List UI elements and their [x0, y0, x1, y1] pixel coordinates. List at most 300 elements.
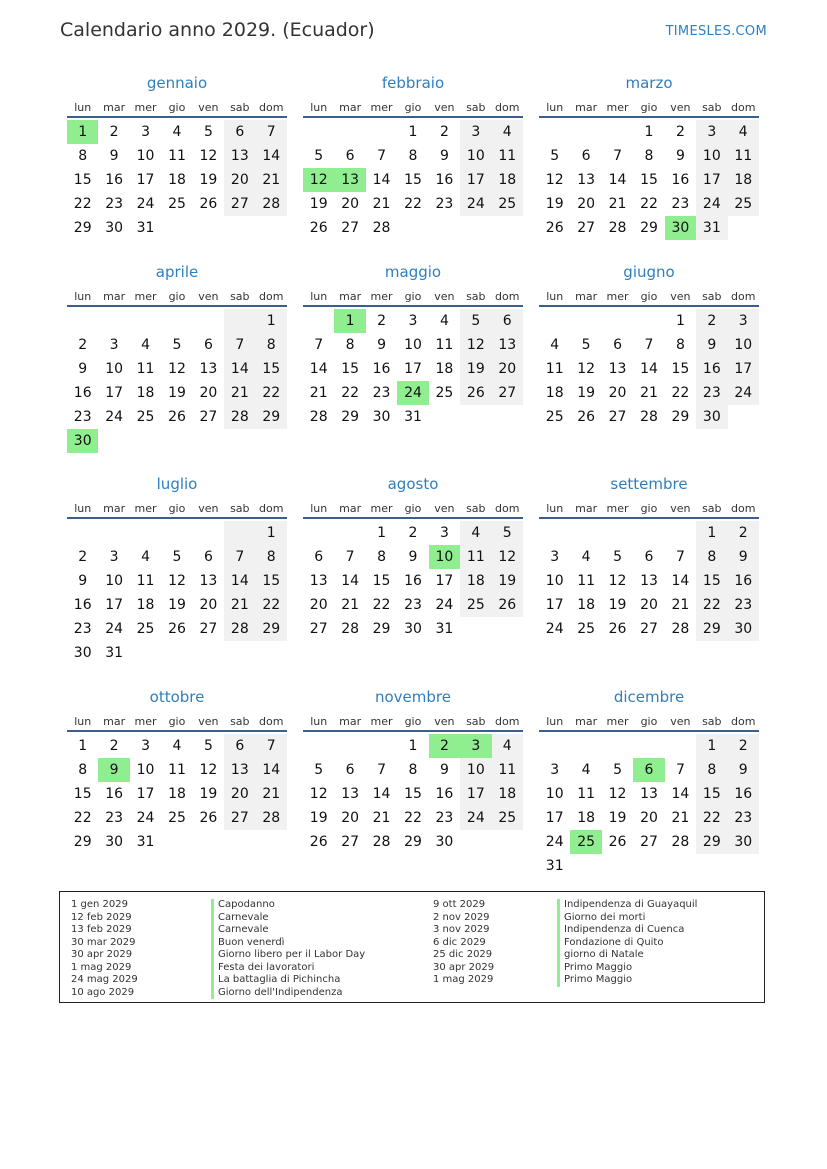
day-cell[interactable]: 15 — [73, 786, 92, 802]
day-cell[interactable]: 13 — [199, 573, 218, 589]
day-cell[interactable]: 23 — [372, 385, 391, 401]
day-cell[interactable]: 11 — [492, 144, 523, 168]
day-cell[interactable]: 22 — [341, 385, 360, 401]
day-cell[interactable]: 29 — [256, 617, 287, 641]
day-cell[interactable]: 5 — [203, 738, 213, 754]
day-cell[interactable]: 30 — [665, 216, 696, 240]
day-cell[interactable]: 9 — [439, 148, 449, 164]
day-cell[interactable]: 13 — [309, 573, 328, 589]
day-cell[interactable]: 4 — [172, 738, 182, 754]
day-cell[interactable]: 26 — [199, 196, 218, 212]
day-cell[interactable]: 31 — [136, 834, 155, 850]
day-cell[interactable]: 21 — [640, 385, 658, 401]
day-cell[interactable]: 10 — [545, 786, 564, 802]
day-cell[interactable]: 20 — [224, 168, 255, 192]
day-cell[interactable]: 8 — [345, 337, 355, 353]
day-cell[interactable]: 4 — [141, 337, 151, 353]
day-cell[interactable]: 14 — [640, 361, 658, 377]
day-cell[interactable]: 7 — [224, 333, 255, 357]
day-cell[interactable]: 15 — [341, 361, 360, 377]
day-cell[interactable]: 13 — [608, 361, 627, 377]
day-cell[interactable]: 21 — [256, 168, 287, 192]
day-cell[interactable]: 28 — [671, 621, 690, 637]
day-cell[interactable]: 18 — [577, 597, 596, 613]
day-cell[interactable]: 18 — [545, 385, 564, 401]
day-cell[interactable]: 24 — [136, 810, 155, 826]
day-cell[interactable]: 22 — [73, 196, 92, 212]
day-cell[interactable]: 23 — [728, 806, 759, 830]
day-cell[interactable]: 26 — [309, 220, 328, 236]
day-cell[interactable]: 13 — [334, 168, 365, 192]
day-cell[interactable]: 18 — [728, 168, 759, 192]
day-cell[interactable]: 3 — [141, 738, 151, 754]
day-cell[interactable]: 27 — [608, 409, 627, 425]
day-cell[interactable]: 21 — [372, 810, 391, 826]
day-cell[interactable]: 3 — [141, 124, 151, 140]
day-cell[interactable]: 1 — [408, 738, 418, 754]
day-cell[interactable]: 24 — [136, 196, 155, 212]
day-cell[interactable]: 15 — [256, 357, 287, 381]
day-cell[interactable]: 8 — [78, 148, 88, 164]
day-cell[interactable]: 11 — [168, 762, 186, 778]
day-cell[interactable]: 9 — [696, 333, 727, 357]
day-cell[interactable]: 12 — [608, 786, 627, 802]
day-cell[interactable]: 23 — [435, 196, 454, 212]
day-cell[interactable]: 23 — [73, 409, 92, 425]
day-cell[interactable]: 19 — [199, 786, 218, 802]
day-cell[interactable]: 26 — [309, 834, 328, 850]
day-cell[interactable]: 9 — [109, 148, 119, 164]
day-cell[interactable]: 17 — [545, 597, 564, 613]
day-cell[interactable]: 6 — [492, 309, 523, 333]
day-cell[interactable]: 9 — [78, 573, 88, 589]
day-cell[interactable]: 17 — [105, 597, 124, 613]
day-cell[interactable]: 5 — [613, 549, 623, 565]
day-cell[interactable]: 17 — [728, 357, 759, 381]
day-cell[interactable]: 24 — [397, 381, 428, 405]
day-cell[interactable]: 3 — [109, 337, 119, 353]
day-cell[interactable]: 20 — [199, 597, 218, 613]
day-cell[interactable]: 1 — [256, 309, 287, 333]
day-cell[interactable]: 13 — [341, 786, 360, 802]
day-cell[interactable]: 14 — [256, 144, 287, 168]
day-cell[interactable]: 14 — [608, 172, 627, 188]
day-cell[interactable]: 23 — [105, 810, 124, 826]
day-cell[interactable]: 29 — [73, 220, 92, 236]
day-cell[interactable]: 16 — [435, 786, 454, 802]
day-cell[interactable]: 30 — [728, 617, 759, 641]
day-cell[interactable]: 16 — [73, 385, 92, 401]
day-cell[interactable]: 25 — [492, 806, 523, 830]
day-cell[interactable]: 27 — [640, 621, 658, 637]
day-cell[interactable]: 20 — [309, 597, 328, 613]
day-cell[interactable]: 20 — [640, 597, 658, 613]
day-cell[interactable]: 3 — [728, 309, 759, 333]
day-cell[interactable]: 6 — [644, 549, 654, 565]
day-cell[interactable]: 27 — [577, 220, 596, 236]
day-cell[interactable]: 1 — [377, 525, 387, 541]
day-cell[interactable]: 22 — [404, 196, 422, 212]
day-cell[interactable]: 24 — [460, 806, 491, 830]
day-cell[interactable]: 28 — [640, 409, 658, 425]
day-cell[interactable]: 28 — [372, 220, 391, 236]
day-cell[interactable]: 6 — [581, 148, 591, 164]
day-cell[interactable]: 18 — [168, 172, 186, 188]
day-cell[interactable]: 24 — [105, 409, 124, 425]
day-cell[interactable]: 16 — [105, 786, 124, 802]
day-cell[interactable]: 26 — [545, 220, 564, 236]
day-cell[interactable]: 9 — [728, 758, 759, 782]
day-cell[interactable]: 28 — [608, 220, 627, 236]
day-cell[interactable]: 3 — [439, 525, 449, 541]
day-cell[interactable]: 11 — [728, 144, 759, 168]
day-cell[interactable]: 13 — [577, 172, 596, 188]
day-cell[interactable]: 31 — [136, 220, 155, 236]
day-cell[interactable]: 9 — [377, 337, 387, 353]
day-cell[interactable]: 29 — [372, 621, 391, 637]
day-cell[interactable]: 6 — [224, 120, 255, 144]
day-cell[interactable]: 2 — [109, 124, 119, 140]
day-cell[interactable]: 20 — [492, 357, 523, 381]
day-cell[interactable]: 26 — [608, 621, 627, 637]
day-cell[interactable]: 15 — [640, 172, 658, 188]
day-cell[interactable]: 8 — [696, 758, 727, 782]
day-cell[interactable]: 7 — [675, 762, 685, 778]
day-cell[interactable]: 10 — [460, 758, 491, 782]
day-cell[interactable]: 6 — [314, 549, 324, 565]
day-cell[interactable]: 23 — [105, 196, 124, 212]
day-cell[interactable]: 10 — [105, 573, 124, 589]
day-cell[interactable]: 29 — [256, 405, 287, 429]
day-cell[interactable]: 14 — [671, 573, 690, 589]
day-cell[interactable]: 26 — [168, 409, 186, 425]
day-cell[interactable]: 8 — [644, 148, 654, 164]
day-cell[interactable]: 27 — [224, 192, 255, 216]
day-cell[interactable]: 16 — [696, 357, 727, 381]
day-cell[interactable]: 27 — [199, 409, 218, 425]
day-cell[interactable]: 5 — [172, 549, 182, 565]
day-cell[interactable]: 19 — [577, 385, 596, 401]
day-cell[interactable]: 22 — [640, 196, 658, 212]
day-cell[interactable]: 12 — [460, 333, 491, 357]
day-cell[interactable]: 6 — [224, 734, 255, 758]
day-cell[interactable]: 7 — [377, 148, 387, 164]
day-cell[interactable]: 26 — [168, 621, 186, 637]
day-cell[interactable]: 11 — [435, 337, 454, 353]
day-cell[interactable]: 24 — [105, 621, 124, 637]
day-cell[interactable]: 28 — [372, 834, 391, 850]
day-cell[interactable]: 15 — [256, 569, 287, 593]
day-cell[interactable]: 15 — [372, 573, 391, 589]
day-cell[interactable]: 21 — [224, 381, 255, 405]
day-cell[interactable]: 2 — [78, 549, 88, 565]
day-cell[interactable]: 27 — [341, 834, 360, 850]
day-cell[interactable]: 19 — [608, 597, 627, 613]
day-cell[interactable]: 4 — [460, 521, 491, 545]
day-cell[interactable]: 22 — [256, 381, 287, 405]
day-cell[interactable]: 8 — [408, 148, 418, 164]
day-cell[interactable]: 14 — [341, 573, 360, 589]
day-cell[interactable]: 4 — [492, 120, 523, 144]
day-cell[interactable]: 1 — [78, 738, 88, 754]
day-cell[interactable]: 6 — [633, 758, 664, 782]
day-cell[interactable]: 4 — [492, 734, 523, 758]
day-cell[interactable]: 27 — [199, 621, 218, 637]
day-cell[interactable]: 14 — [224, 357, 255, 381]
day-cell[interactable]: 20 — [224, 782, 255, 806]
day-cell[interactable]: 14 — [224, 569, 255, 593]
day-cell[interactable]: 3 — [408, 313, 418, 329]
day-cell[interactable]: 18 — [168, 786, 186, 802]
day-cell[interactable]: 10 — [136, 148, 155, 164]
day-cell[interactable]: 7 — [256, 120, 287, 144]
day-cell[interactable]: 18 — [492, 782, 523, 806]
day-cell[interactable]: 22 — [372, 597, 391, 613]
day-cell[interactable]: 22 — [696, 806, 727, 830]
day-cell[interactable]: 11 — [168, 148, 186, 164]
day-cell[interactable]: 24 — [545, 834, 564, 850]
day-cell[interactable]: 2 — [408, 525, 418, 541]
day-cell[interactable]: 5 — [460, 309, 491, 333]
day-cell[interactable]: 2 — [728, 734, 759, 758]
day-cell[interactable]: 30 — [73, 645, 92, 661]
day-cell[interactable]: 12 — [608, 573, 627, 589]
day-cell[interactable]: 18 — [435, 361, 454, 377]
day-cell[interactable]: 21 — [341, 597, 360, 613]
day-cell[interactable]: 31 — [105, 645, 124, 661]
day-cell[interactable]: 11 — [577, 573, 596, 589]
day-cell[interactable]: 10 — [429, 545, 460, 569]
day-cell[interactable]: 11 — [460, 545, 491, 569]
day-cell[interactable]: 3 — [109, 549, 119, 565]
day-cell[interactable]: 30 — [105, 220, 124, 236]
day-cell[interactable]: 27 — [492, 381, 523, 405]
day-cell[interactable]: 2 — [377, 313, 387, 329]
day-cell[interactable]: 28 — [224, 617, 255, 641]
day-cell[interactable]: 15 — [404, 172, 422, 188]
day-cell[interactable]: 5 — [550, 148, 560, 164]
day-cell[interactable]: 14 — [671, 786, 690, 802]
day-cell[interactable]: 25 — [577, 621, 596, 637]
day-cell[interactable]: 19 — [460, 357, 491, 381]
day-cell[interactable]: 9 — [675, 148, 685, 164]
day-cell[interactable]: 1 — [334, 309, 365, 333]
day-cell[interactable]: 24 — [460, 192, 491, 216]
day-cell[interactable]: 7 — [644, 337, 654, 353]
day-cell[interactable]: 16 — [728, 782, 759, 806]
day-cell[interactable]: 22 — [404, 810, 422, 826]
day-cell[interactable]: 26 — [492, 593, 523, 617]
day-cell[interactable]: 16 — [435, 172, 454, 188]
day-cell[interactable]: 10 — [404, 337, 422, 353]
day-cell[interactable]: 8 — [408, 762, 418, 778]
day-cell[interactable]: 4 — [728, 120, 759, 144]
day-cell[interactable]: 11 — [136, 361, 155, 377]
day-cell[interactable]: 19 — [309, 196, 328, 212]
day-cell[interactable]: 4 — [439, 313, 449, 329]
day-cell[interactable]: 17 — [404, 361, 422, 377]
day-cell[interactable]: 9 — [728, 545, 759, 569]
day-cell[interactable]: 19 — [199, 172, 218, 188]
day-cell[interactable]: 27 — [640, 834, 658, 850]
day-cell[interactable]: 7 — [345, 549, 355, 565]
day-cell[interactable]: 9 — [78, 361, 88, 377]
day-cell[interactable]: 25 — [728, 192, 759, 216]
day-cell[interactable]: 5 — [492, 521, 523, 545]
day-cell[interactable]: 16 — [372, 361, 391, 377]
day-cell[interactable]: 5 — [314, 762, 324, 778]
day-cell[interactable]: 24 — [696, 192, 727, 216]
day-cell[interactable]: 11 — [492, 758, 523, 782]
day-cell[interactable]: 21 — [671, 810, 690, 826]
day-cell[interactable]: 25 — [545, 409, 564, 425]
day-cell[interactable]: 12 — [492, 545, 523, 569]
day-cell[interactable]: 30 — [105, 834, 124, 850]
day-cell[interactable]: 27 — [341, 220, 360, 236]
day-cell[interactable]: 9 — [98, 758, 129, 782]
day-cell[interactable]: 1 — [67, 120, 98, 144]
day-cell[interactable]: 25 — [435, 385, 454, 401]
day-cell[interactable]: 4 — [581, 549, 591, 565]
day-cell[interactable]: 13 — [199, 361, 218, 377]
day-cell[interactable]: 17 — [136, 786, 155, 802]
day-cell[interactable]: 11 — [577, 786, 596, 802]
day-cell[interactable]: 8 — [696, 545, 727, 569]
day-cell[interactable]: 16 — [105, 172, 124, 188]
day-cell[interactable]: 4 — [172, 124, 182, 140]
day-cell[interactable]: 22 — [696, 593, 727, 617]
day-cell[interactable]: 7 — [613, 148, 623, 164]
day-cell[interactable]: 5 — [613, 762, 623, 778]
day-cell[interactable]: 15 — [73, 172, 92, 188]
day-cell[interactable]: 9 — [408, 549, 418, 565]
day-cell[interactable]: 16 — [404, 573, 422, 589]
day-cell[interactable]: 14 — [372, 172, 391, 188]
day-cell[interactable]: 23 — [404, 597, 422, 613]
day-cell[interactable]: 3 — [550, 549, 560, 565]
day-cell[interactable]: 5 — [172, 337, 182, 353]
day-cell[interactable]: 18 — [136, 597, 155, 613]
day-cell[interactable]: 13 — [224, 758, 255, 782]
day-cell[interactable]: 27 — [224, 806, 255, 830]
day-cell[interactable]: 14 — [256, 758, 287, 782]
day-cell[interactable]: 30 — [372, 409, 391, 425]
day-cell[interactable]: 17 — [435, 573, 454, 589]
day-cell[interactable]: 14 — [309, 361, 328, 377]
day-cell[interactable]: 13 — [492, 333, 523, 357]
day-cell[interactable]: 30 — [435, 834, 454, 850]
day-cell[interactable]: 24 — [545, 621, 564, 637]
day-cell[interactable]: 1 — [696, 521, 727, 545]
day-cell[interactable]: 29 — [640, 220, 658, 236]
day-cell[interactable]: 21 — [608, 196, 627, 212]
day-cell[interactable]: 8 — [377, 549, 387, 565]
day-cell[interactable]: 23 — [671, 196, 690, 212]
day-cell[interactable]: 7 — [314, 337, 324, 353]
day-cell[interactable]: 30 — [696, 405, 727, 429]
day-cell[interactable]: 6 — [613, 337, 623, 353]
day-cell[interactable]: 23 — [696, 381, 727, 405]
day-cell[interactable]: 10 — [105, 361, 124, 377]
day-cell[interactable]: 20 — [199, 385, 218, 401]
day-cell[interactable]: 28 — [224, 405, 255, 429]
day-cell[interactable]: 12 — [303, 168, 334, 192]
day-cell[interactable]: 1 — [696, 734, 727, 758]
day-cell[interactable]: 20 — [341, 196, 360, 212]
day-cell[interactable]: 31 — [404, 409, 422, 425]
day-cell[interactable]: 19 — [608, 810, 627, 826]
brand-link[interactable]: TIMESLES.COM — [665, 24, 767, 39]
day-cell[interactable]: 21 — [224, 593, 255, 617]
day-cell[interactable]: 28 — [309, 409, 328, 425]
day-cell[interactable]: 14 — [372, 786, 391, 802]
day-cell[interactable]: 4 — [581, 762, 591, 778]
day-cell[interactable]: 12 — [199, 762, 218, 778]
day-cell[interactable]: 28 — [671, 834, 690, 850]
day-cell[interactable]: 5 — [314, 148, 324, 164]
day-cell[interactable]: 30 — [404, 621, 422, 637]
day-cell[interactable]: 7 — [224, 545, 255, 569]
day-cell[interactable]: 18 — [460, 569, 491, 593]
day-cell[interactable]: 2 — [439, 124, 449, 140]
day-cell[interactable]: 21 — [309, 385, 328, 401]
day-cell[interactable]: 3 — [460, 120, 491, 144]
day-cell[interactable]: 28 — [256, 192, 287, 216]
day-cell[interactable]: 17 — [136, 172, 155, 188]
day-cell[interactable]: 3 — [696, 120, 727, 144]
day-cell[interactable]: 16 — [73, 597, 92, 613]
day-cell[interactable]: 19 — [168, 597, 186, 613]
day-cell[interactable]: 25 — [168, 196, 186, 212]
day-cell[interactable]: 8 — [256, 545, 287, 569]
day-cell[interactable]: 22 — [73, 810, 92, 826]
day-cell[interactable]: 1 — [256, 521, 287, 545]
day-cell[interactable]: 15 — [696, 569, 727, 593]
day-cell[interactable]: 20 — [577, 196, 596, 212]
day-cell[interactable]: 16 — [728, 569, 759, 593]
day-cell[interactable]: 13 — [640, 573, 658, 589]
day-cell[interactable]: 10 — [545, 573, 564, 589]
day-cell[interactable]: 18 — [577, 810, 596, 826]
day-cell[interactable]: 3 — [460, 734, 491, 758]
day-cell[interactable]: 4 — [550, 337, 560, 353]
day-cell[interactable]: 5 — [203, 124, 213, 140]
day-cell[interactable]: 30 — [67, 429, 98, 453]
day-cell[interactable]: 17 — [545, 810, 564, 826]
day-cell[interactable]: 8 — [256, 333, 287, 357]
day-cell[interactable]: 2 — [728, 521, 759, 545]
day-cell[interactable]: 26 — [608, 834, 627, 850]
day-cell[interactable]: 15 — [696, 782, 727, 806]
day-cell[interactable]: 25 — [492, 192, 523, 216]
day-cell[interactable]: 16 — [671, 172, 690, 188]
day-cell[interactable]: 25 — [136, 621, 155, 637]
day-cell[interactable]: 29 — [696, 617, 727, 641]
day-cell[interactable]: 23 — [73, 621, 92, 637]
day-cell[interactable]: 19 — [309, 810, 328, 826]
day-cell[interactable]: 15 — [671, 361, 690, 377]
day-cell[interactable]: 12 — [577, 361, 596, 377]
day-cell[interactable]: 2 — [109, 738, 119, 754]
day-cell[interactable]: 26 — [577, 409, 596, 425]
day-cell[interactable]: 6 — [345, 148, 355, 164]
day-cell[interactable]: 10 — [728, 333, 759, 357]
day-cell[interactable]: 29 — [671, 409, 690, 425]
day-cell[interactable]: 13 — [640, 786, 658, 802]
day-cell[interactable]: 24 — [435, 597, 454, 613]
day-cell[interactable]: 4 — [141, 549, 151, 565]
day-cell[interactable]: 12 — [545, 172, 564, 188]
